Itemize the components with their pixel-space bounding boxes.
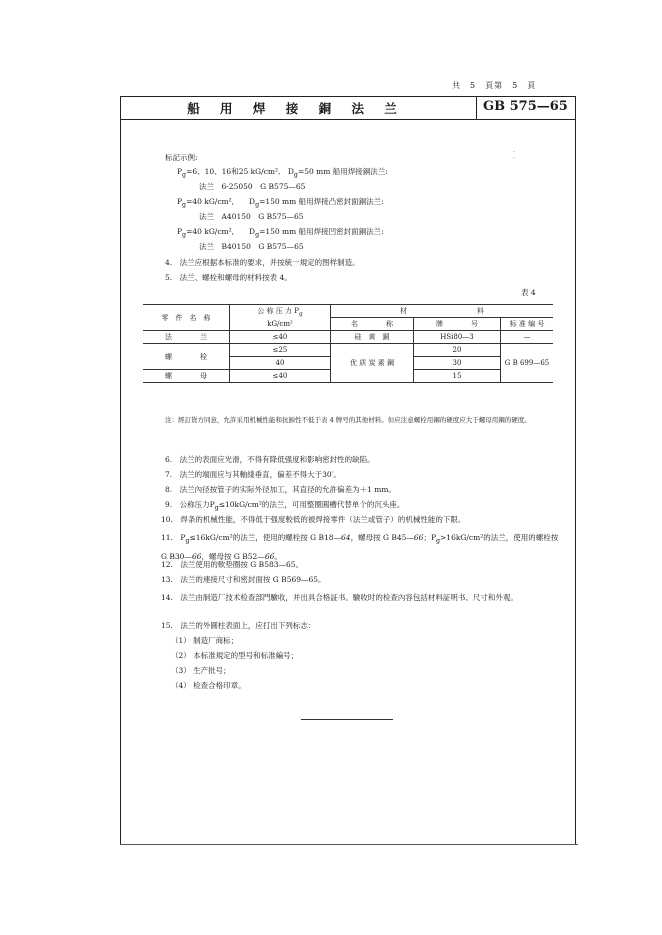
cell-pressure: 40	[230, 357, 331, 370]
header-grade: 牌 号	[414, 318, 501, 331]
clause-5: 5. 法兰、螺栓和螺母的材料按表 4。	[165, 273, 292, 282]
cell-grade: 15	[414, 370, 501, 383]
clause-14: 14. 法兰由制造厂技术检查部門驗收，并出具合格証书。驗收时的检查內容包括材料証明书、尺寸和外观。	[161, 593, 518, 602]
header-part: 零 件 名 称	[143, 305, 230, 331]
header-std: 标 准 编 号	[501, 318, 554, 331]
example-line: 法兰 6-25050 G B575—65	[199, 182, 306, 191]
example-line: 法兰 B40150 G B575—65	[199, 242, 304, 251]
header-pressure-unit: kG/cm²	[230, 318, 331, 331]
examples-heading: 标記示例:	[165, 153, 198, 162]
cell-part: 螺 母	[143, 370, 230, 383]
cell-pressure: ≤40	[230, 370, 331, 383]
scan-mark: ·	[513, 149, 515, 156]
material-table	[143, 304, 553, 383]
bottom-rule	[120, 844, 578, 845]
table-row	[143, 331, 553, 344]
clause-6: 6. 法兰的表面应光滑，不得有降低强度和影响密封性的缺陷。	[165, 455, 375, 464]
cell-name: 硅 黄 銅	[331, 331, 414, 344]
clause-4: 4. 法兰应根据本标准的要求，并按統一規定的图样制造。	[165, 258, 360, 267]
page-title: 船 用 焊 接 銅 法 兰	[187, 101, 405, 116]
clause-13: 13. 法兰的連接尺寸和密封面按 G B569—65。	[161, 575, 326, 584]
standard-code: GB 575—65	[483, 99, 568, 114]
cell-grade: 20	[414, 344, 501, 357]
example-line: $P_g=40$ kG/cm², $D_g=150$ mm 船用焊接凹密封面銅法兰:	[177, 227, 384, 239]
cell-part: 螺 栓	[143, 344, 230, 370]
clause-7: 7. 法兰的端面应与其軸綫垂直，偏差不得大于30′。	[165, 470, 341, 479]
cell-part: 法 兰	[143, 331, 230, 344]
table-note: 注：經訂貨方同意，允許采用机械性能和抗蝕性不低于表 4 牌号的其他材料。但应注意螺栓用鋼的硬度应大于螺母用鋼的硬度。	[165, 416, 531, 424]
clause-10: 10. 焊条的机械性能，不得低于强度較低的被焊接零件（法兰或管子）的机械性能的下限。	[161, 515, 466, 524]
cell-std: —	[501, 331, 554, 344]
header-bar	[121, 97, 575, 120]
cell-std: G B 699—65	[501, 344, 554, 383]
clause-15: 15. 法兰的外圓柱表面上，应打出下列标志：	[161, 621, 316, 630]
scan-mark: ·	[513, 155, 515, 162]
cell-name: 优 质 炭 素 鋼	[331, 344, 414, 383]
header-name: 名 称	[331, 318, 414, 331]
end-rule	[301, 719, 393, 720]
cell-grade: HSi80—3	[414, 331, 501, 344]
clause-12: 12. 法兰使用的軟垫圈按 G B583—65。	[161, 560, 304, 569]
example-line: 法兰 A40150 G B575—65	[199, 212, 304, 221]
marking-item: （2） 本标准規定的型号和标准編号；	[171, 651, 299, 660]
page-number: 共 5 頁第 5 頁	[452, 81, 537, 90]
marking-item: （3） 生产批号；	[171, 666, 231, 675]
clause-8: 8. 法兰內径按管子的实际外径加工，其直径的允許偏差为＋1 mm。	[165, 485, 397, 494]
header-material: 材 料	[331, 305, 554, 318]
clause-9: 9. 公称压力$P_g\le 10kG$/cm²的法兰，可用整圈圓槽代替单个的沉头座。	[165, 500, 405, 512]
standard-frame	[120, 96, 576, 845]
clause-11: 11. $P_g\le 16kG$/cm²的法兰，使用的螺栓按 G B18—64，螺母按 G B45—66；$P_g>16kG$/cm²的法兰，使用的螺栓按 G B30—66，螺母按 G B52—66。	[161, 533, 559, 561]
table-row	[143, 344, 553, 357]
marking-item: （4） 检查合格印章。	[171, 681, 246, 690]
example-line: $P_g=6$、10、16和25 kG/cm², $D_g=50$ mm 船用焊接銅法兰:	[177, 167, 388, 179]
cell-grade: 30	[414, 357, 501, 370]
cell-pressure: ≤25	[230, 344, 331, 357]
header-pressure: 公 称 压 力 $P_g$	[230, 305, 331, 318]
cell-pressure: ≤40	[230, 331, 331, 344]
table-caption: 表 4	[521, 288, 536, 297]
example-line: $P_g=40$ kG/cm², $D_g=150$ mm 船用焊接凸密封面銅法兰:	[177, 197, 384, 209]
marking-item: （1） 制造厂商标；	[171, 636, 239, 645]
